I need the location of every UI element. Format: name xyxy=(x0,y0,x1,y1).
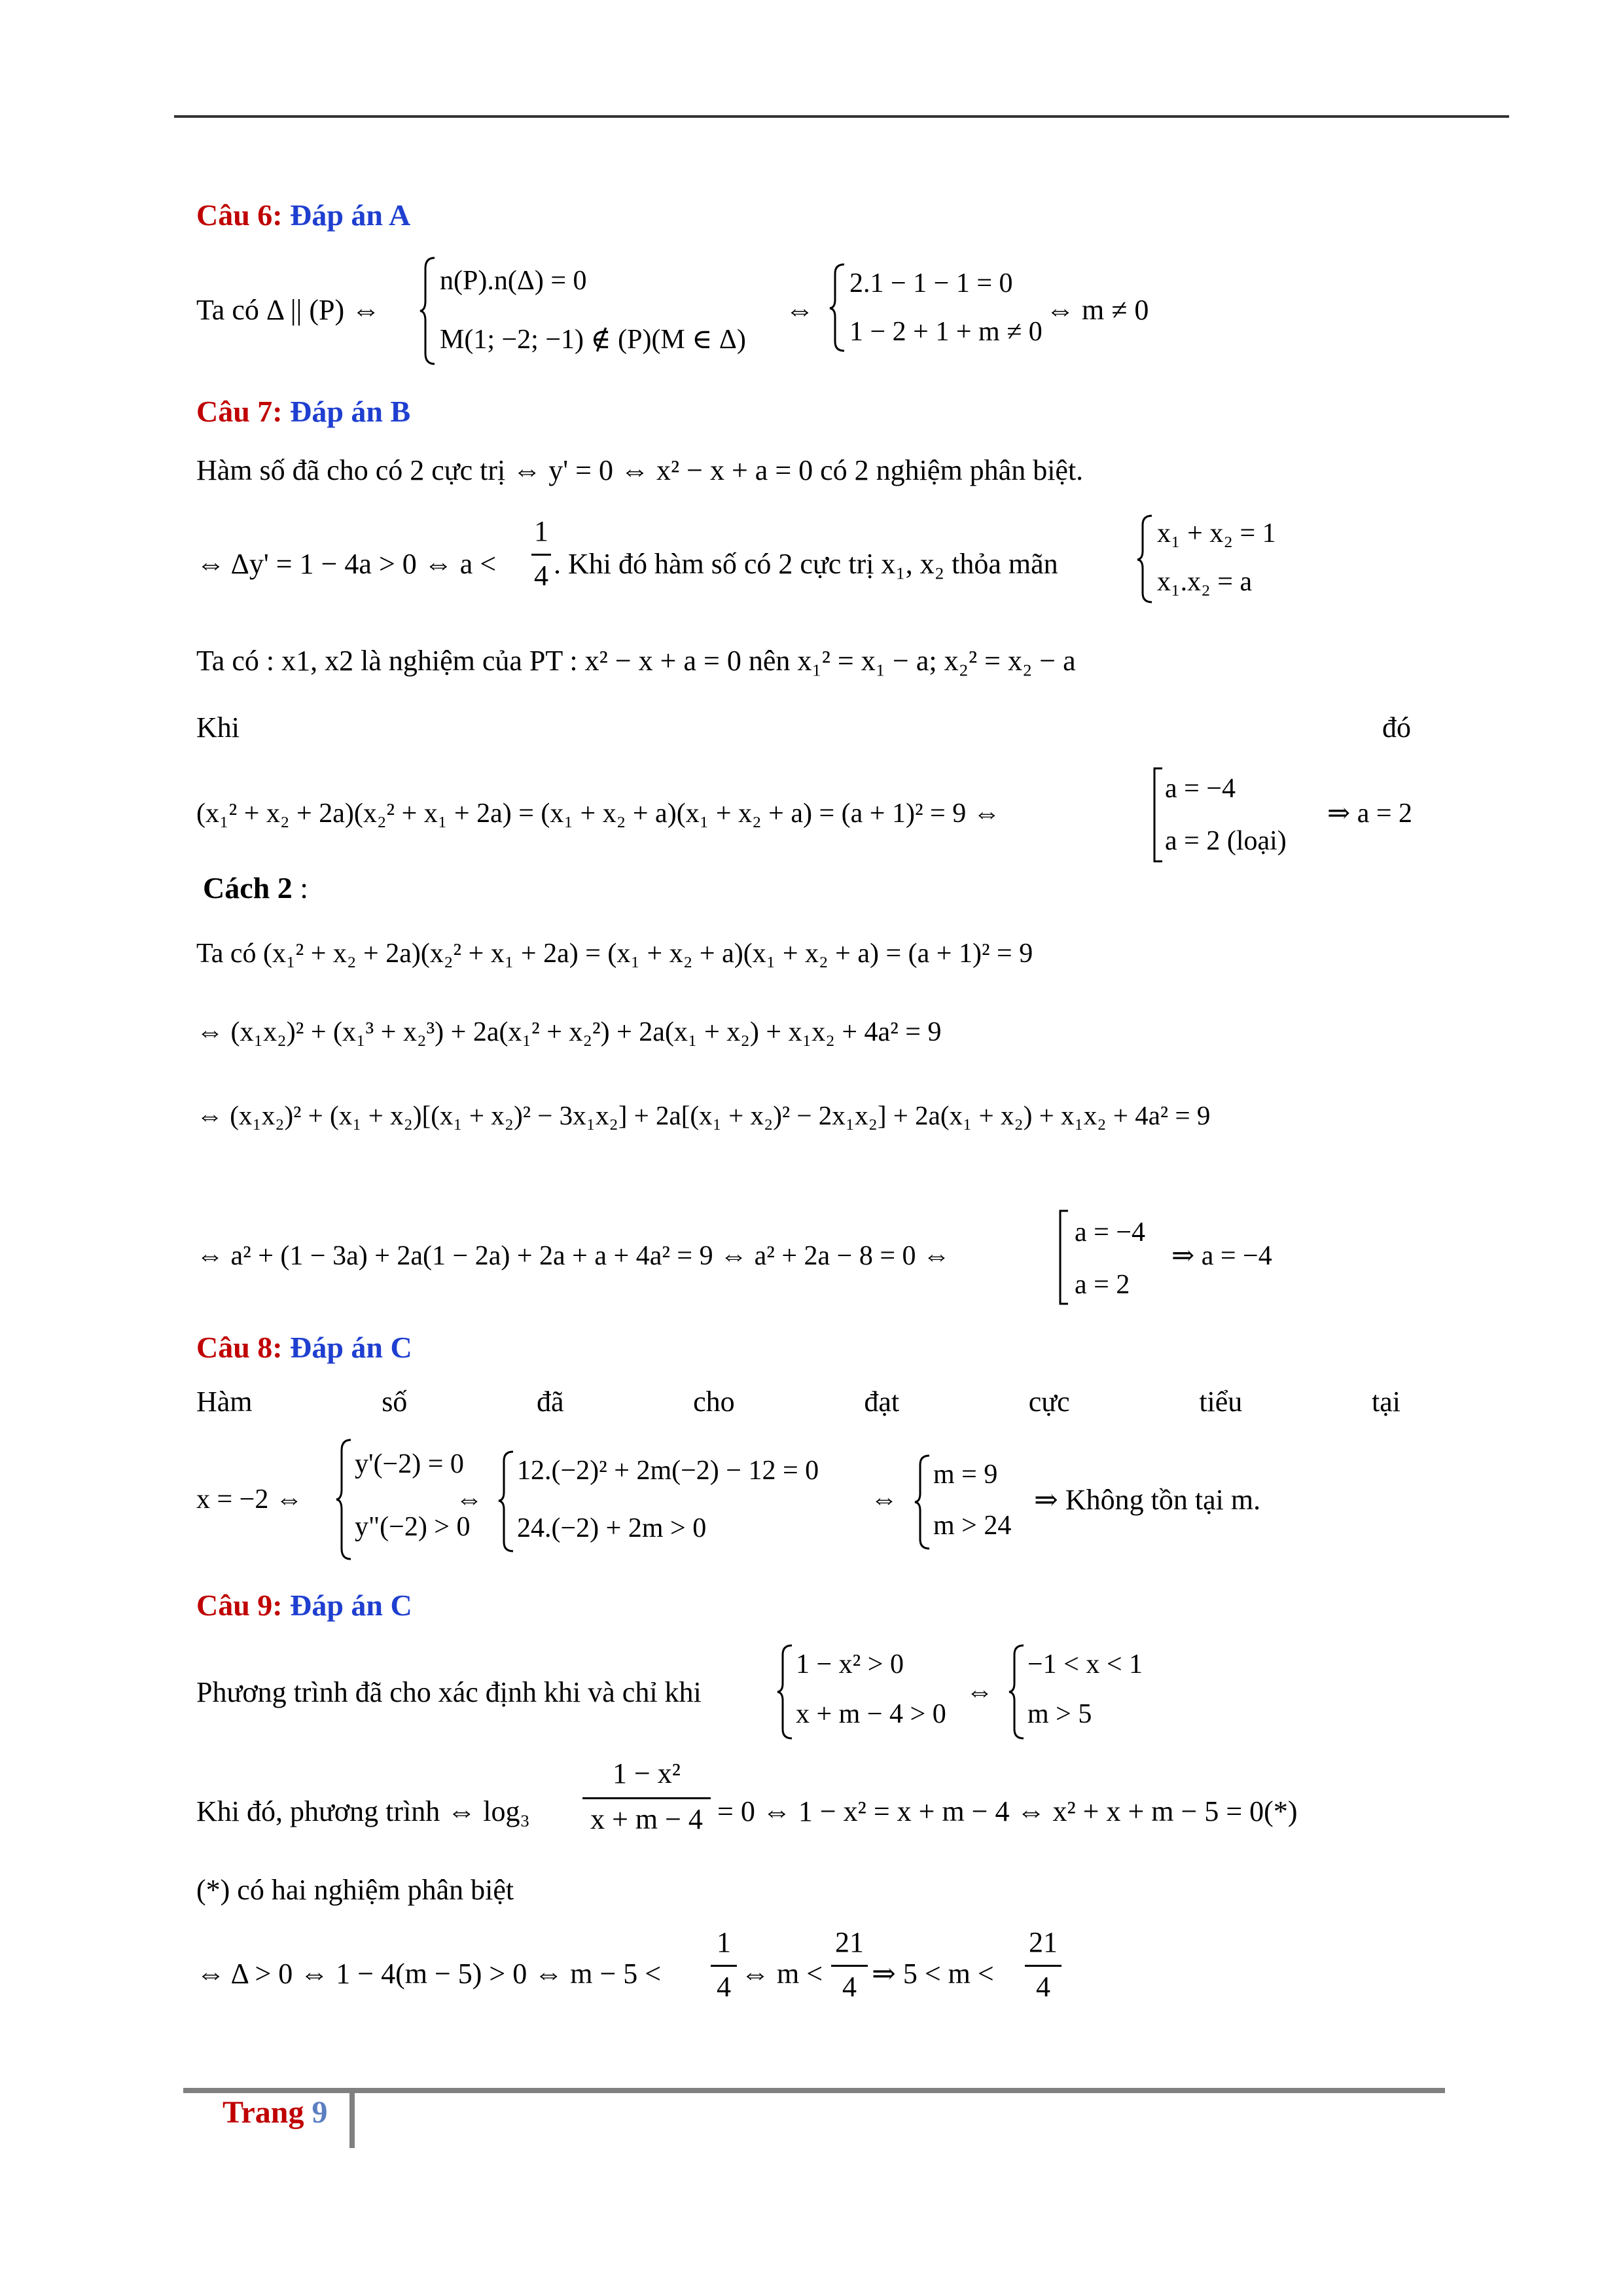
q9-frac1-num: 1 xyxy=(717,1926,731,1958)
q9-line1: Phương trình đã cho xác định khi và chỉ khi xyxy=(196,1676,702,1708)
q9-sysB-line2: m > 5 xyxy=(1027,1699,1092,1729)
q6-result: ⇔ m ≠ 0 xyxy=(1046,294,1149,326)
q6-system-a xyxy=(419,255,785,367)
header-rule xyxy=(174,115,1509,118)
q9-line3: (*) có hai nghiệm phân biệt xyxy=(196,1874,514,1906)
q7-label: Câu 7: xyxy=(196,395,283,428)
q9-log-fraction xyxy=(582,1759,711,1840)
q9-frac3-bar xyxy=(1025,1965,1061,1967)
q8-sysA-line1: y'(−2) = 0 xyxy=(355,1449,464,1479)
q7-answer: Đáp án B xyxy=(290,395,411,428)
q9-system-b xyxy=(1008,1643,1178,1741)
q7-heading xyxy=(196,394,410,429)
q8-sysB-line1: 12.(−2)² + 2m(−2) − 12 = 0 xyxy=(517,1456,819,1486)
q8-label: Câu 8: xyxy=(196,1331,283,1364)
q8-sysB-line2: 24.(−2) + 2m > 0 xyxy=(517,1513,707,1543)
q7-line5-result: ⇒ a = 2 xyxy=(1327,798,1413,829)
q6-sysA-line1: n(P).n(Δ) = 0 xyxy=(440,266,587,296)
page-number xyxy=(223,2094,327,2130)
q8-sysC-line1: m = 9 xyxy=(933,1460,998,1490)
q7-method2-opt1: a = −4 xyxy=(1075,1217,1146,1247)
q6-sysA-line2: M(1; −2; −1) ∉ (P)(M ∈ Δ) xyxy=(440,325,746,355)
q9-label: Câu 9: xyxy=(196,1588,283,1622)
q7-method2-options xyxy=(1055,1208,1186,1306)
q8-system-c xyxy=(914,1453,1044,1551)
q6-arrow: ⇔ xyxy=(785,294,814,326)
q8-word: cực xyxy=(1028,1386,1070,1418)
q9-frac3-den: 4 xyxy=(1036,1971,1050,2003)
q7-vieta-line2: x₁.x₂ = a xyxy=(1157,567,1253,597)
q7-method2-opt2: a = 2 xyxy=(1075,1270,1130,1300)
q9-system-a xyxy=(776,1643,986,1741)
q8-arrow1: ⇔ xyxy=(455,1484,483,1515)
q9-frac1-den: 4 xyxy=(717,1971,731,2003)
q8-word: Hàm xyxy=(196,1386,253,1418)
q7-line4-left: Khi xyxy=(196,711,240,744)
q7-method2-line3: ⇔ (x₁x₂)² + (x₁ + x₂)[(x₁ + x₂)² − 3x₁x₂] + 2a[(x₁ + x₂)² − 2x₁x₂] + 2a(x₁ + x₂) + x₁x₂ + 4a² = 9 xyxy=(196,1100,1211,1130)
q9-frac2 xyxy=(831,1928,868,2007)
q7-line4-right: đó xyxy=(1382,711,1411,744)
q7-frac-den: 4 xyxy=(534,560,548,592)
q7-line5-opt2: a = 2 (loại) xyxy=(1165,826,1287,856)
q7-method2-result: ⇒ a = −4 xyxy=(1171,1241,1272,1271)
q8-heading xyxy=(196,1330,412,1365)
q9-line2-b: = 0 ⇔ 1 − x² = x + m − 4 ⇔ x² + x + m − 5 = 0(*) xyxy=(717,1795,1298,1827)
q8-word: đã xyxy=(536,1386,564,1418)
q9-frac2-bar xyxy=(831,1965,868,1967)
q7-method2-label: Cách 2 xyxy=(203,871,293,905)
q8-system-b xyxy=(497,1449,890,1554)
q9-line4-c: ⇒ 5 < m < xyxy=(872,1958,994,1990)
page-label: Trang xyxy=(223,2095,304,2130)
q7-line5-opt1: a = −4 xyxy=(1165,774,1236,804)
q8-arrow2: ⇔ xyxy=(870,1484,898,1515)
q7-method2-line4: ⇔ a² + (1 − 3a) + 2a(1 − 2a) + 2a + a + 4a² = 9 ⇔ a² + 2a − 8 = 0 ⇔ xyxy=(196,1241,951,1271)
q9-heading xyxy=(196,1588,412,1623)
q8-answer: Đáp án C xyxy=(290,1331,412,1364)
q7-line5-options xyxy=(1149,766,1346,864)
q6-heading xyxy=(196,198,410,232)
q9-line2-a: Khi đó, phương trình ⇔ log₃ xyxy=(196,1795,530,1827)
q7-line5: (x₁² + x₂ + 2a)(x₂² + x₁ + 2a) = (x₁ + x₂ + a)(x₁ + x₂ + a) = (a + 1)² = 9 ⇔ xyxy=(196,798,1001,829)
q8-word: cho xyxy=(693,1386,735,1418)
q9-frac2-num: 21 xyxy=(835,1926,864,1958)
q6-sysB-line1: 2.1 − 1 − 1 = 0 xyxy=(849,268,1013,298)
q6-system-b xyxy=(829,262,1064,353)
q7-line2-b: . Khi đó hàm số có 2 cực trị x₁, x₂ thỏa mãn xyxy=(554,548,1058,580)
q8-lead: x = −2 ⇔ xyxy=(196,1484,303,1515)
q9-line4-a: ⇔ Δ > 0 ⇔ 1 − 4(m − 5) > 0 ⇔ m − 5 < xyxy=(196,1958,662,1990)
q7-line1: Hàm số đã cho có 2 cực trị ⇔ y' = 0 ⇔ x² − x + a = 0 có 2 nghiệm phân biệt. xyxy=(196,454,1084,486)
q7-method2-line1: Ta có (x₁² + x₂ + 2a)(x₂² + x₁ + 2a) = (x₁ + x₂ + a)(x₁ + x₂ + a) = (a + 1)² = 9 xyxy=(196,939,1033,969)
q8-sysA-line2: y"(−2) > 0 xyxy=(355,1512,471,1542)
q7-method2-line2: ⇔ (x₁x₂)² + (x₁³ + x₂³) + 2a(x₁² + x₂²) + 2a(x₁ + x₂) + x₁x₂ + 4a² = 9 xyxy=(196,1017,942,1047)
q7-line2-a: ⇔ Δy' = 1 − 4a > 0 ⇔ a < xyxy=(196,548,497,580)
q9-answer: Đáp án C xyxy=(290,1588,412,1622)
q7-frac-bar xyxy=(531,554,551,556)
q8-result: ⇒ Không tồn tại m. xyxy=(1034,1484,1261,1516)
q6-sysB-line2: 1 − 2 + 1 + m ≠ 0 xyxy=(849,317,1043,347)
q9-frac1 xyxy=(711,1928,737,2007)
q9-frac2-den: 4 xyxy=(842,1971,857,2003)
q6-label: Câu 6: xyxy=(196,198,283,232)
q8-word: tiểu xyxy=(1199,1386,1243,1418)
q9-frac3-num: 21 xyxy=(1029,1926,1058,1958)
q7-vieta-line1: x₁ + x₂ = 1 xyxy=(1157,518,1276,548)
q9-log-den: x + m − 4 xyxy=(590,1803,703,1835)
q9-line4-b: ⇔ m < xyxy=(741,1958,823,1990)
q9-arrow1: ⇔ xyxy=(966,1677,993,1707)
q9-frac3 xyxy=(1025,1928,1061,2007)
footer-rule xyxy=(183,2088,1445,2093)
q8-line1 xyxy=(196,1388,1400,1416)
footer-divider xyxy=(349,2093,355,2148)
q7-frac-num: 1 xyxy=(534,515,548,547)
q8-word: số xyxy=(382,1386,408,1418)
q9-sysB-line1: −1 < x < 1 xyxy=(1027,1649,1143,1679)
q9-sysA-line2: x + m − 4 > 0 xyxy=(796,1699,946,1729)
q6-lead: Ta có Δ || (P) ⇔ xyxy=(196,294,381,326)
q9-log-num: 1 − x² xyxy=(612,1757,681,1789)
q6-answer: Đáp án A xyxy=(290,198,411,232)
q7-vieta-system xyxy=(1136,513,1306,605)
q9-sysA-line1: 1 − x² > 0 xyxy=(796,1649,904,1679)
q7-fraction xyxy=(531,517,551,596)
q7-method2-heading xyxy=(203,870,308,905)
q9-log-bar xyxy=(582,1797,711,1799)
page-number-value: 9 xyxy=(312,2095,328,2130)
q8-word: đạt xyxy=(864,1386,900,1418)
q9-frac1-bar xyxy=(711,1965,737,1967)
q7-line3: Ta có : x1, x2 là nghiệm của PT : x² − x + a = 0 nên x₁² = x₁ − a; x₂² = x₂ − a xyxy=(196,645,1076,677)
q8-word: tại xyxy=(1371,1386,1400,1418)
q7-method2-colon: : xyxy=(292,871,309,905)
q8-sysC-line2: m > 24 xyxy=(933,1511,1012,1541)
